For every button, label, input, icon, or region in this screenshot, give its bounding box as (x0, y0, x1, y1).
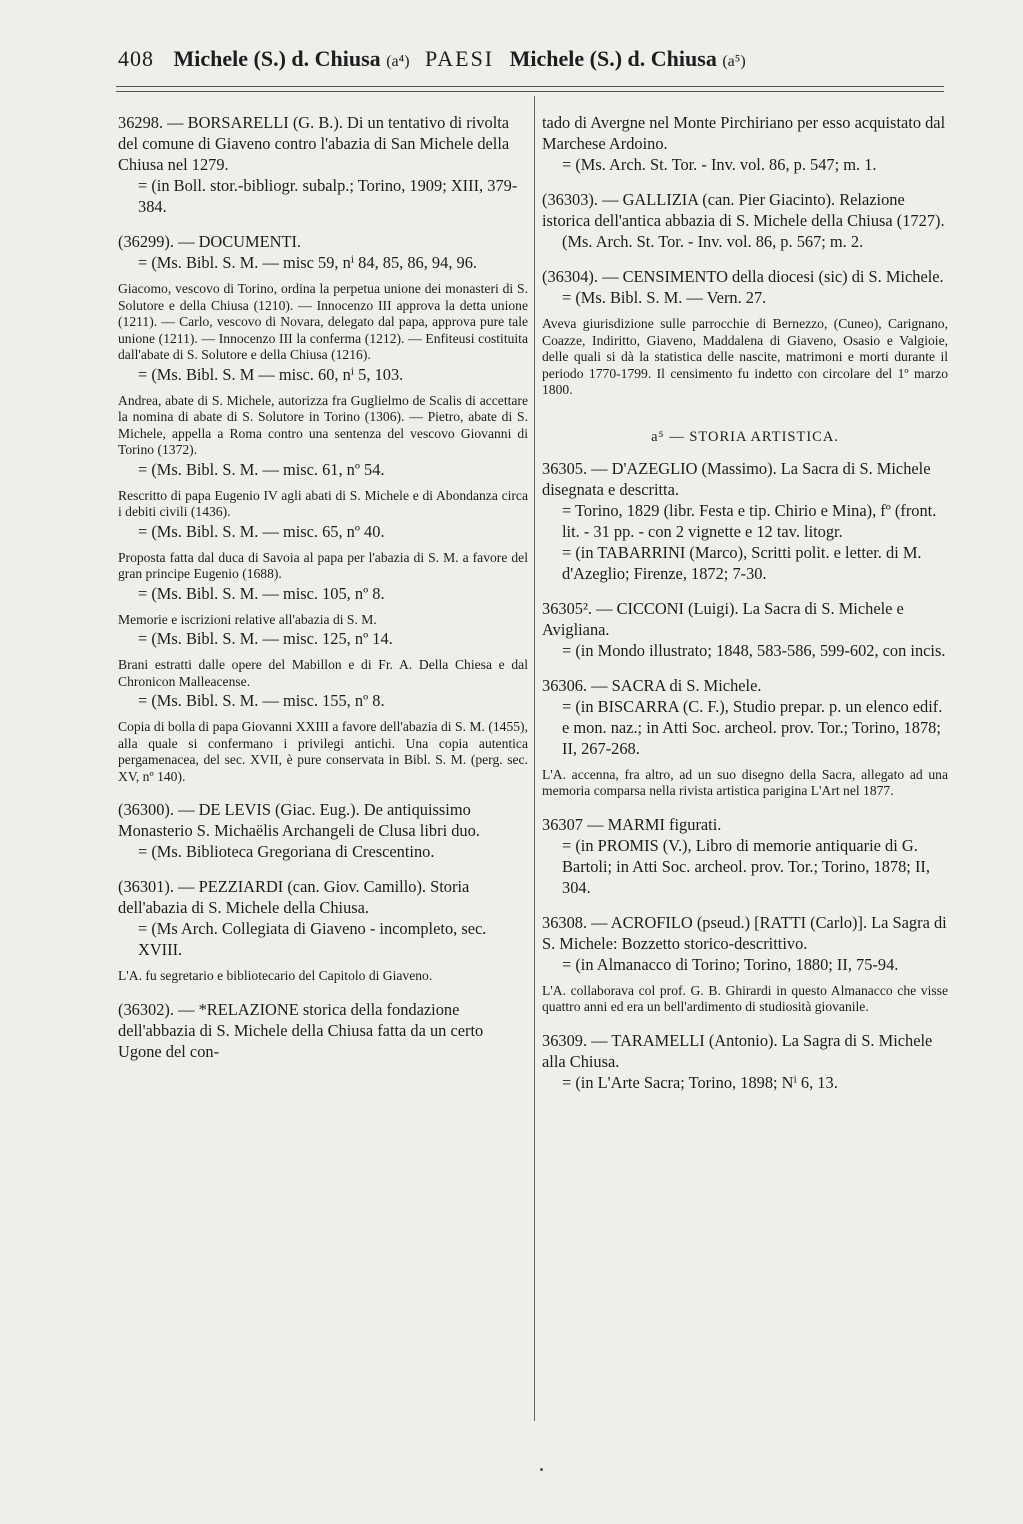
entry-36299-note-5: Memorie e iscrizioni relative all'abazia di S. M. (118, 611, 377, 627)
entry-36303-source: (Ms. Arch. St. Tor. - Inv. vol. 86, p. 567; m. 2. (562, 232, 864, 251)
header-left-section: (a⁴) (386, 53, 410, 70)
entry-36299-note-4: Proposta fatta dal duca di Savoia al papa per l'abazia di S. M. a favore del gran principe Eugenio (1688). (118, 549, 528, 581)
entry-36307-source: = (in PROMIS (V.), Libro di memorie antiquarie di G. Bartoli; in Atti Soc. archeol. prov. Tor.; Torino, 1878; II, 304. (562, 835, 930, 897)
header-rule-top (116, 86, 944, 87)
entry-36299-source-7: = (Ms. Bibl. S. M. — misc. 155, nº 8. (138, 691, 385, 710)
header-right-title: Michele (S.) d. Chiusa (509, 46, 717, 71)
entry-36305-2: 36305². — CICCONI (Luigi). La Sacra di S. Michele e Avigliana. (542, 598, 904, 639)
left-column (118, 112, 528, 1062)
entry-36308: 36308. — ACROFILO (pseud.) [RATTI (Carlo)]. La Sagra di S. Michele: Bozzetto storico-descrittivo. (542, 912, 947, 953)
entry-36300: (36300). — DE LEVIS (Giac. Eug.). De antiquissimo Monasterio S. Michaëlis Archangeli de Clusa libri duo. (118, 800, 480, 840)
entry-36299-note-1: Giacomo, vescovo di Torino, ordina la perpetua unione dei monasteri di S. Solutore e della Chiusa (1210). — Innocenzo III approva la detta unione (1211). — Carlo, vescovo di Novara, delegato dal papa, approva pure tale unione (1211). — Innocenzo III la conferma (1212). — Enfiteusi costituita dall'abate di S. Solutore e della Chiusa (1216). (118, 281, 528, 362)
entry-36299-note-2: Andrea, abate di S. Michele, autorizza fra Guglielmo de Scalis di accettare la nomina di abate di S. Solutore in Torino (1306). — Pietro, abate di S. Michele, appella a Roma contro una sentenza del vescovo Giovanni di Torino (1372). (118, 392, 528, 457)
entry-36304-source: = (Ms. Bibl. S. M. — Vern. 27. (562, 288, 767, 307)
entry-36304: (36304). — CENSIMENTO della diocesi (sic) di S. Michele. (542, 267, 944, 286)
entry-36309: 36309. — TARAMELLI (Antonio). La Sagra di S. Michele alla Chiusa. (542, 1030, 933, 1071)
entry-36301: (36301). — PEZZIARDI (can. Giov. Camillo). Storia dell'abazia di S. Michele della Chiusa. (118, 877, 470, 917)
entry-36305-2-source: = (in Mondo illustrato; 1848, 583-586, 599-602, con incis. (562, 640, 946, 660)
running-header (118, 46, 948, 78)
entry-36304-note: Aveva giurisdizione sulle parrocchie di Bernezzo, (Cuneo), Carignano, Coazze, Indiritto, Giaveno, Maddalena di Giaveno, Osasio e Valgioie, delle quali si dà la statistica delle nascite, matrimoni e morti durante il periodo 1770-1799. Il censimento fu indetto con circolare del 1º marzo 1800. (542, 316, 948, 397)
entry-36299-source-5: = (Ms. Bibl. S. M. — misc. 105, nº 8. (138, 583, 385, 603)
entry-36298: 36298. — BORSARELLI (G. B.). Di un tentativo di rivolta del comune di Giaveno contro l'abazia di San Michele della Chiusa nel 1279. (118, 113, 510, 174)
entry-36308-source: = (in Almanacco di Torino; Torino, 1880; II, 75-94. (562, 954, 899, 974)
entry-36303: (36303). — GALLIZIA (can. Pier Giacinto). Relazione istorica dell'antica abbazia di S. Michele della Chiusa (1727). (542, 190, 945, 230)
entry-36299-source-2: = (Ms. Bibl. S. M — misc. 60, nⁱ 5, 103. (138, 364, 404, 384)
entry-36299-note-7: Copia di bolla di papa Giovanni XXIII a favore dell'abazia di S. M. (1455), alla quale si confermano i privilegi antichi. Una copia autentica pergamenacea, del sec. XVII, è pure conservata in Bibl. S. M. (perg. sec. XV, nº 140). (118, 719, 528, 784)
entry-36298-source: = (in Boll. stor.-bibliogr. subalp.; Torino, 1909; XIII, 379-384. (138, 176, 518, 216)
entry-36299-note-6: Brani estratti dalle opere del Mabillon e di Fr. A. Della Chiesa e dal Chronicon Malleacense. (118, 657, 528, 689)
header-left-title: Michele (S.) d. Chiusa (173, 46, 381, 71)
entry-36299: (36299). — DOCUMENTI. (118, 232, 302, 251)
header-center-label: PAESI (425, 46, 495, 71)
entry-36299-source-4: = (Ms. Bibl. S. M. — misc. 65, nº 40. (138, 521, 385, 541)
entry-36305: 36305. — D'AZEGLIO (Massimo). La Sacra di S. Michele disegnata e descritta. (542, 458, 931, 499)
entry-36300-source: = (Ms. Biblioteca Gregoriana di Crescentino. (138, 842, 435, 861)
right-column (542, 112, 948, 1093)
section-heading: a⁵ — STORIA ARTISTICA. (651, 428, 839, 445)
entry-36302-continued: tado di Avergne nel Monte Pirchiriano per esso acquistato dal Marchese Ardoino. (542, 113, 946, 153)
entry-36305-source-2: = (in TABARRINI (Marco), Scritti polit. e letter. di M. d'Azeglio; Firenze, 1872; 7-30. (562, 542, 922, 583)
page-speck (540, 1468, 543, 1471)
entry-36307: 36307 — MARMI figurati. (542, 814, 722, 834)
entry-36299-note-3: Rescritto di papa Eugenio IV agli abati di S. Michele e di Abondanza circa i debiti civili (1436). (118, 487, 528, 519)
header-right-section: (a⁵) (722, 53, 746, 70)
header-rule-bottom (116, 91, 944, 92)
page-number: 408 (118, 46, 154, 71)
entry-36299-source-6: = (Ms. Bibl. S. M. — misc. 125, nº 14. (138, 629, 393, 648)
entry-36299-source: = (Ms. Bibl. S. M. — misc 59, nⁱ 84, 85, 86, 94, 96. (138, 253, 478, 272)
entry-36305-source: = Torino, 1829 (libr. Festa e tip. Chirio e Mina), fº (front. lit. - 31 pp. - con 2 vignette e 12 tav. litogr. (562, 500, 937, 541)
entry-36308-note: L'A. collaborava col prof. G. B. Ghirardi in questo Almanacco che visse quattro anni ed era un bell'ardimento di studiosità giovanile. (542, 982, 948, 1014)
entry-36306-source: = (in BISCARRA (C. F.), Studio prepar. p. un elenco edif. e mon. naz.; in Atti Soc. archeol. prov. Tor.; Torino, 1878; II, 267-268. (562, 696, 943, 758)
entry-36301-source: = (Ms Arch. Collegiata di Giaveno - incompleto, sec. XVIII. (138, 919, 487, 959)
entry-36309-source: = (in L'Arte Sacra; Torino, 1898; Nⁱ 6, 13. (562, 1072, 838, 1092)
column-divider (534, 96, 535, 1421)
entry-36302-source: = (Ms. Arch. St. Tor. - Inv. vol. 86, p. 547; m. 1. (562, 155, 877, 174)
entry-36301-note: L'A. fu segretario e bibliotecario del Capitolo di Giaveno. (118, 968, 433, 983)
entry-36299-source-3: = (Ms. Bibl. S. M. — misc. 61, nº 54. (138, 459, 385, 479)
entry-36302: (36302). — *RELAZIONE storica della fondazione dell'abbazia di S. Michele della Chiusa fatta da un certo Ugone del con- (118, 999, 484, 1061)
entry-36306-note: L'A. accenna, fra altro, ad un suo disegno della Sacra, allegato ad una memoria comparsa nella rivista artistica parigina L'Art nel 1877. (542, 766, 948, 798)
entry-36306: 36306. — SACRA di S. Michele. (542, 675, 762, 695)
